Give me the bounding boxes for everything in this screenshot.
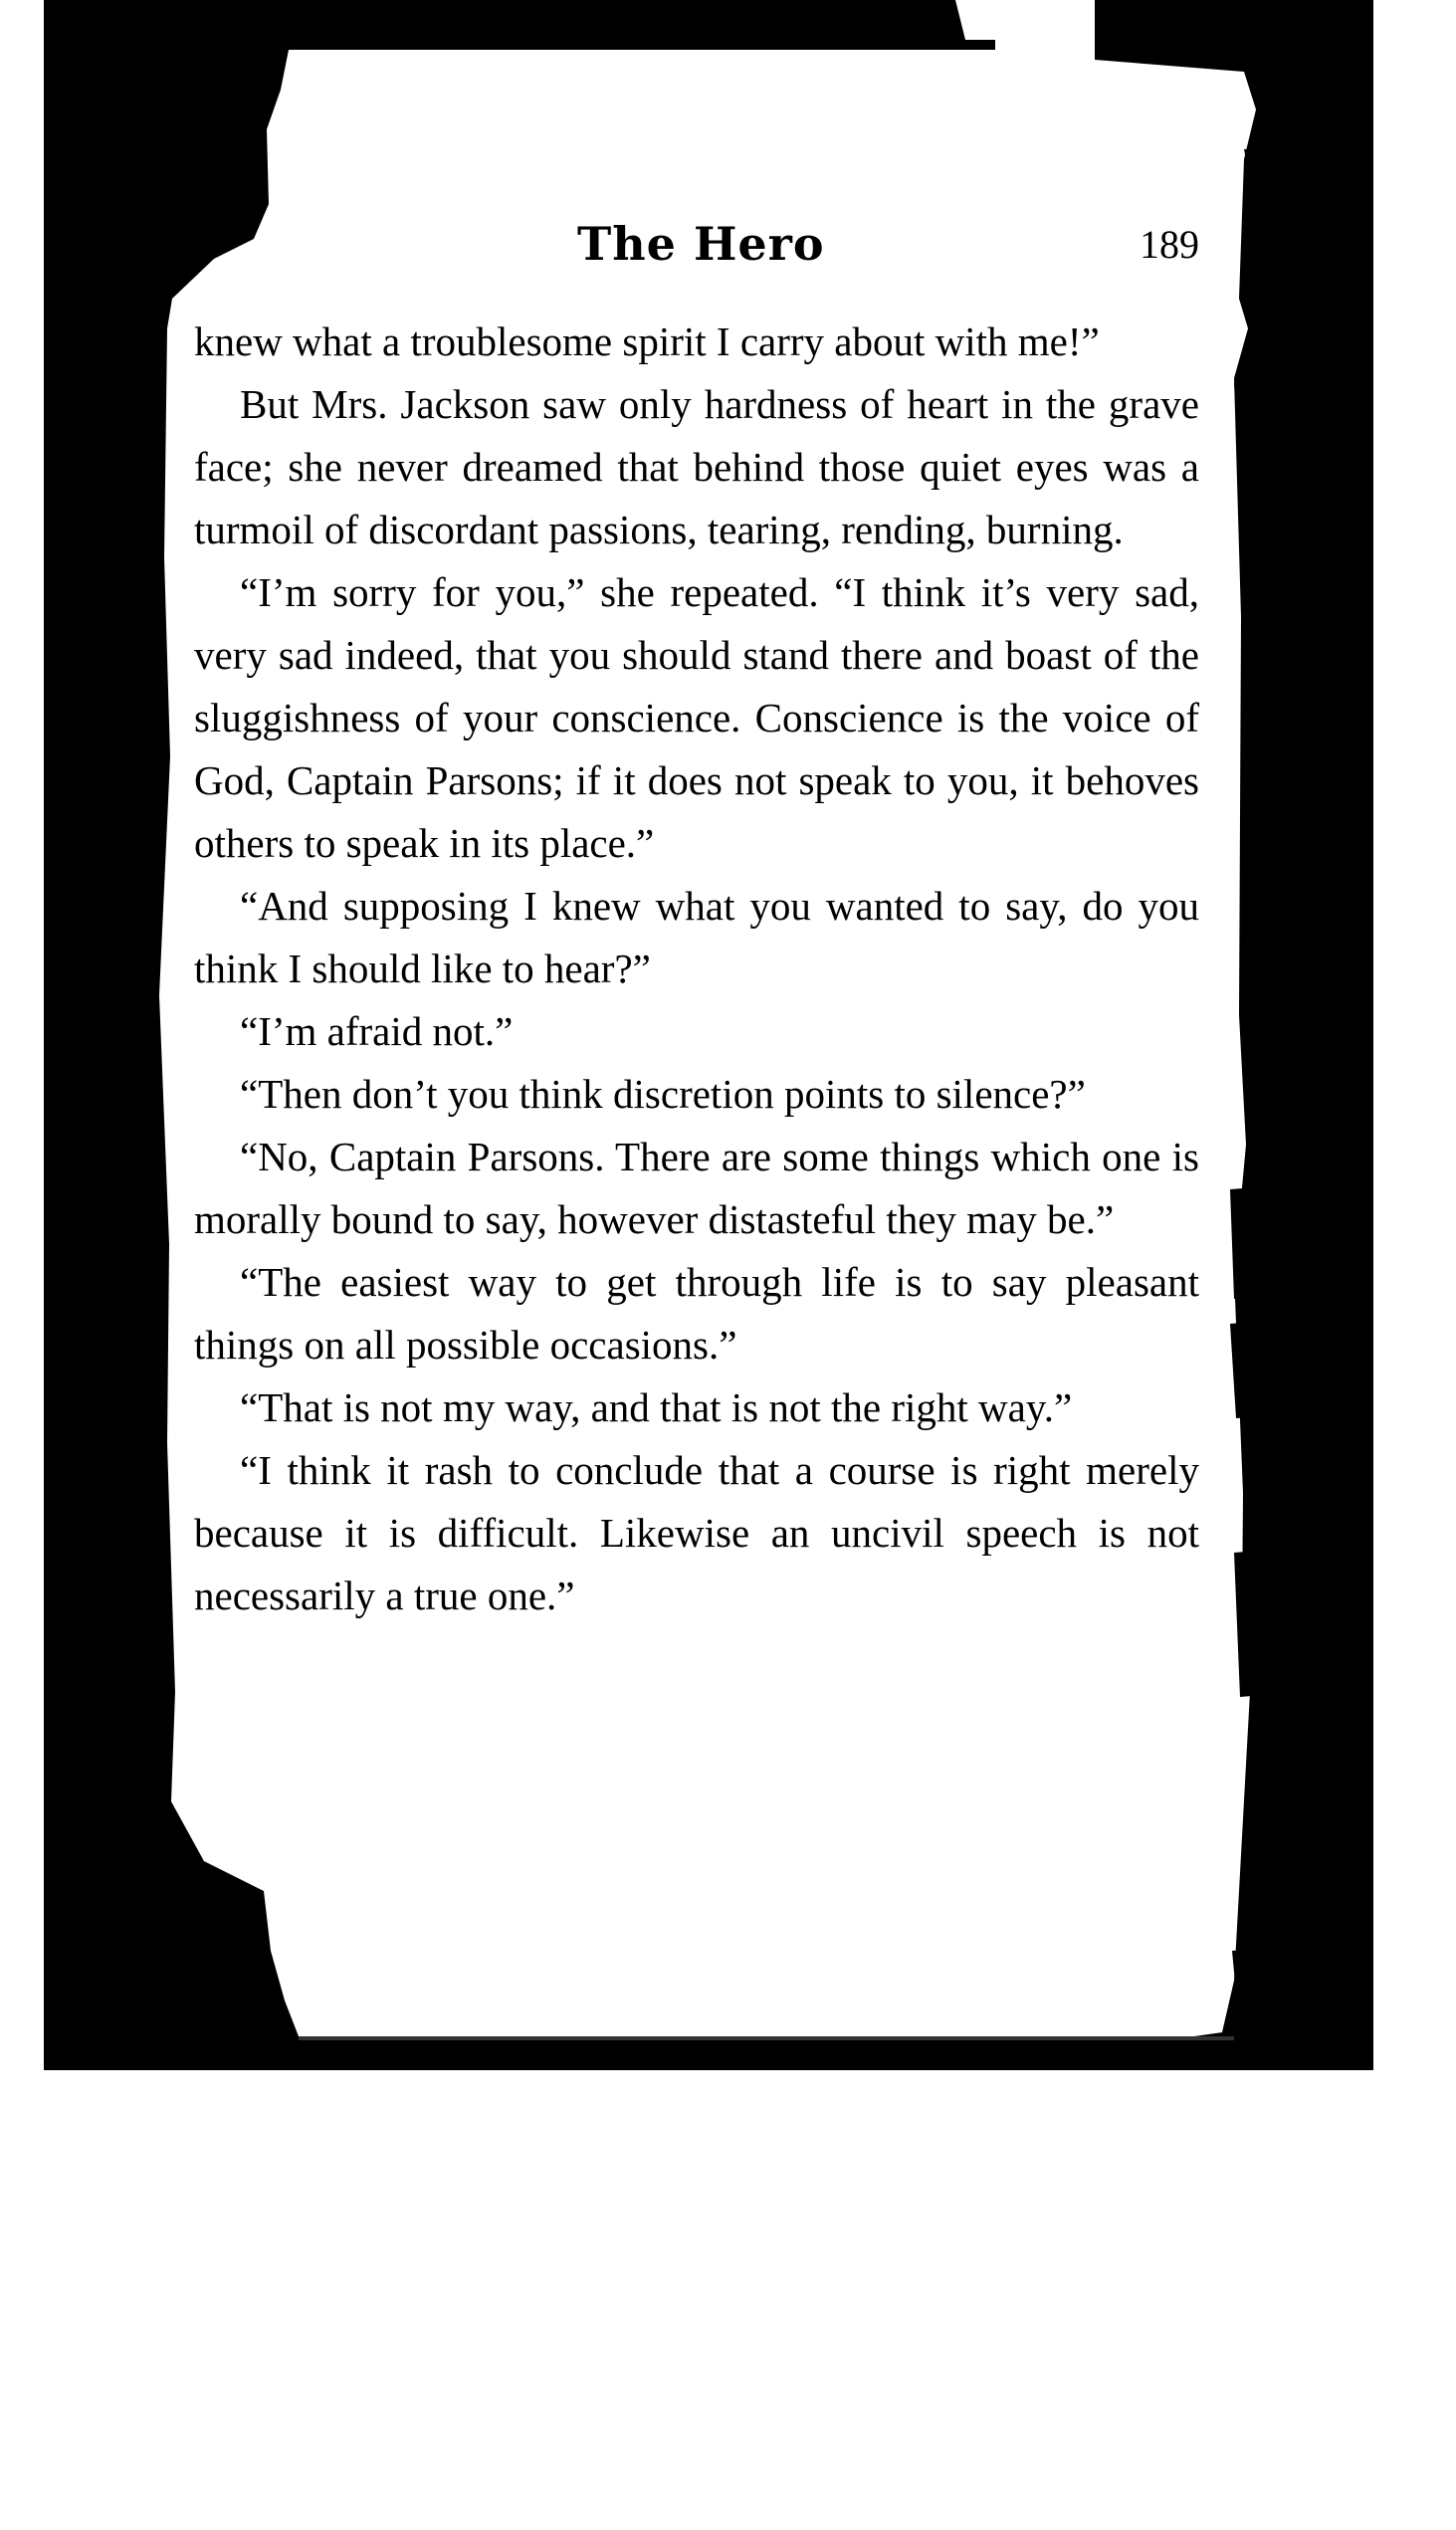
paragraph: “The easiest way to get through life is to say pleasant things on all possible occasions.” — [194, 1259, 1199, 1368]
paragraph: “Then don’t you think discretion points to silence?” — [240, 1071, 1086, 1117]
body-text — [194, 311, 1199, 1627]
running-title: The Hero — [577, 217, 825, 271]
paragraph: “I’m sorry for you,” she repeated. “I think it’s very sad, very sad indeed, that you should stand there and boast of the sluggishness of your conscience. Conscience is the voice of God, Captain Parsons; if it does not speak to you, it behoves others to speak in its place.” — [194, 569, 1199, 866]
paragraph: But Mrs. Jackson saw only hardness of heart in the grave face; she never dreamed that behind those quiet eyes was a turmoil of discordant passions, tearing, rending, burning. — [194, 381, 1199, 552]
page-number: 189 — [1140, 222, 1199, 267]
paragraph: “I think it rash to conclude that a course is right merely because it is difficult. Likewise an uncivil speech is not necessarily a true one.” — [194, 1447, 1199, 1618]
book-page — [194, 0, 1199, 2090]
paragraph: “And supposing I knew what you wanted to say, do you think I should like to hear?” — [194, 883, 1199, 991]
paragraph: “I’m afraid not.” — [240, 1008, 514, 1054]
paragraph: knew what a troublesome spirit I carry about with me!” — [194, 318, 1100, 364]
paragraph: “That is not my way, and that is not the right way.” — [240, 1384, 1073, 1430]
running-head — [194, 217, 1199, 287]
paragraph: “No, Captain Parsons. There are some things which one is morally bound to say, however distasteful they may be.” — [194, 1134, 1199, 1242]
